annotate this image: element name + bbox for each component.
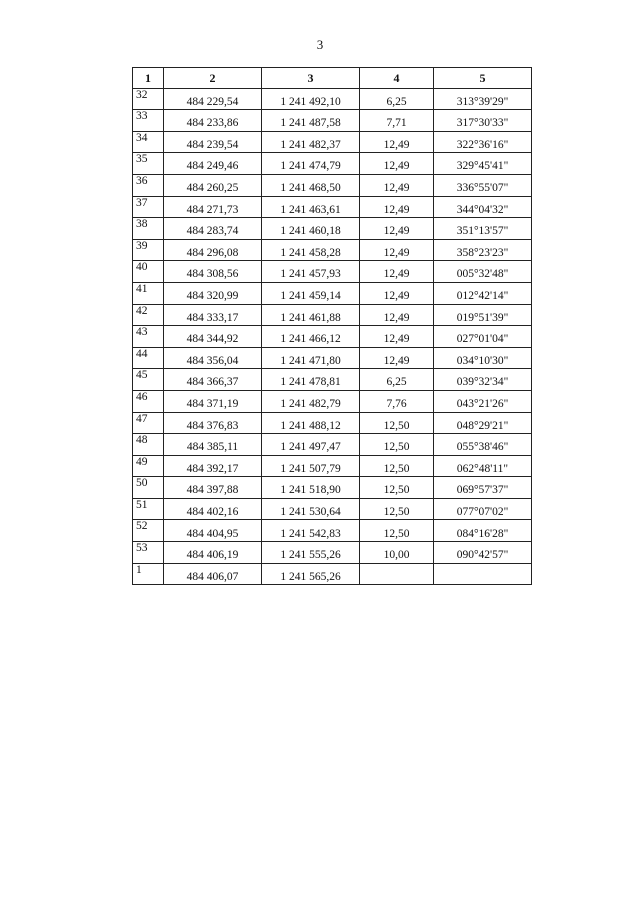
- column-header-y: 3: [262, 68, 360, 89]
- y-coordinate-cell: 1 241 482,79: [262, 390, 360, 412]
- y-coordinate-cell: 1 241 518,90: [262, 477, 360, 499]
- point-number-cell: 42: [133, 304, 164, 326]
- point-number-cell: 34: [133, 131, 164, 153]
- y-coordinate-cell: 1 241 474,79: [262, 153, 360, 175]
- x-coordinate-cell: 484 229,54: [164, 88, 262, 110]
- table-row: [133, 434, 532, 456]
- table-row: [133, 542, 532, 564]
- y-coordinate-cell: 1 241 478,81: [262, 369, 360, 391]
- y-coordinate-cell: 1 241 463,61: [262, 196, 360, 218]
- distance-cell: 12,50: [360, 498, 434, 520]
- distance-cell: 12,49: [360, 196, 434, 218]
- table-header-row: [133, 68, 532, 89]
- point-number-cell: 50: [133, 477, 164, 499]
- distance-cell: 12,49: [360, 304, 434, 326]
- distance-cell: [360, 563, 434, 585]
- x-coordinate-cell: 484 344,92: [164, 326, 262, 348]
- table-row: [133, 282, 532, 304]
- point-number-cell: 53: [133, 542, 164, 564]
- bearing-cell: 313°39'29": [434, 88, 532, 110]
- table-row: [133, 261, 532, 283]
- x-coordinate-cell: 484 376,83: [164, 412, 262, 434]
- point-number-cell: 47: [133, 412, 164, 434]
- point-number-cell: 44: [133, 347, 164, 369]
- bearing-cell: 351°13'57": [434, 218, 532, 240]
- y-coordinate-cell: 1 241 487,58: [262, 110, 360, 132]
- distance-cell: 6,25: [360, 88, 434, 110]
- point-number-cell: 52: [133, 520, 164, 542]
- x-coordinate-cell: 484 385,11: [164, 434, 262, 456]
- table-row: [133, 369, 532, 391]
- y-coordinate-cell: 1 241 468,50: [262, 174, 360, 196]
- y-coordinate-cell: 1 241 492,10: [262, 88, 360, 110]
- x-coordinate-cell: 484 406,07: [164, 563, 262, 585]
- x-coordinate-cell: 484 308,56: [164, 261, 262, 283]
- x-coordinate-cell: 484 371,19: [164, 390, 262, 412]
- distance-cell: 12,50: [360, 520, 434, 542]
- bearing-cell: 019°51'39": [434, 304, 532, 326]
- bearing-cell: 322°36'16": [434, 131, 532, 153]
- bearing-cell: 012°42'14": [434, 282, 532, 304]
- point-number-cell: 37: [133, 196, 164, 218]
- x-coordinate-cell: 484 397,88: [164, 477, 262, 499]
- bearing-cell: 336°55'07": [434, 174, 532, 196]
- bearing-cell: 358°23'23": [434, 239, 532, 261]
- y-coordinate-cell: 1 241 555,26: [262, 542, 360, 564]
- point-number-cell: 40: [133, 261, 164, 283]
- x-coordinate-cell: 484 296,08: [164, 239, 262, 261]
- y-coordinate-cell: 1 241 460,18: [262, 218, 360, 240]
- column-header-x: 2: [164, 68, 262, 89]
- y-coordinate-cell: 1 241 530,64: [262, 498, 360, 520]
- table-row: [133, 563, 532, 585]
- y-coordinate-cell: 1 241 542,83: [262, 520, 360, 542]
- distance-cell: 12,49: [360, 347, 434, 369]
- x-coordinate-cell: 484 404,95: [164, 520, 262, 542]
- bearing-cell: 317°30'33": [434, 110, 532, 132]
- table-row: [133, 88, 532, 110]
- x-coordinate-cell: 484 356,04: [164, 347, 262, 369]
- distance-cell: 12,49: [360, 153, 434, 175]
- x-coordinate-cell: 484 233,86: [164, 110, 262, 132]
- point-number-cell: 33: [133, 110, 164, 132]
- distance-cell: 12,49: [360, 326, 434, 348]
- table-row: [133, 196, 532, 218]
- point-number-cell: 35: [133, 153, 164, 175]
- x-coordinate-cell: 484 249,46: [164, 153, 262, 175]
- y-coordinate-cell: 1 241 457,93: [262, 261, 360, 283]
- table-row: [133, 326, 532, 348]
- y-coordinate-cell: 1 241 459,14: [262, 282, 360, 304]
- table-row: [133, 498, 532, 520]
- y-coordinate-cell: 1 241 565,26: [262, 563, 360, 585]
- point-number-cell: 38: [133, 218, 164, 240]
- point-number-cell: 41: [133, 282, 164, 304]
- bearing-cell: 084°16'28": [434, 520, 532, 542]
- y-coordinate-cell: 1 241 482,37: [262, 131, 360, 153]
- table-row: [133, 304, 532, 326]
- x-coordinate-cell: 484 406,19: [164, 542, 262, 564]
- distance-cell: 12,49: [360, 261, 434, 283]
- coordinates-table: [132, 67, 532, 585]
- y-coordinate-cell: 1 241 466,12: [262, 326, 360, 348]
- bearing-cell: 048°29'21": [434, 412, 532, 434]
- distance-cell: 12,50: [360, 434, 434, 456]
- bearing-cell: 055°38'46": [434, 434, 532, 456]
- point-number-cell: 1: [133, 563, 164, 585]
- x-coordinate-cell: 484 239,54: [164, 131, 262, 153]
- bearing-cell: 043°21'26": [434, 390, 532, 412]
- page-number: 3: [316, 37, 324, 52]
- distance-cell: 7,76: [360, 390, 434, 412]
- point-number-cell: 46: [133, 390, 164, 412]
- bearing-cell: 329°45'41": [434, 153, 532, 175]
- table-row: [133, 412, 532, 434]
- distance-cell: 7,71: [360, 110, 434, 132]
- bearing-cell: [434, 563, 532, 585]
- x-coordinate-cell: 484 320,99: [164, 282, 262, 304]
- column-header-distance: 4: [360, 68, 434, 89]
- bearing-cell: 069°57'37": [434, 477, 532, 499]
- x-coordinate-cell: 484 402,16: [164, 498, 262, 520]
- distance-cell: 6,25: [360, 369, 434, 391]
- point-number-cell: 45: [133, 369, 164, 391]
- table-row: [133, 174, 532, 196]
- distance-cell: 12,49: [360, 131, 434, 153]
- bearing-cell: 077°07'02": [434, 498, 532, 520]
- distance-cell: 12,49: [360, 174, 434, 196]
- x-coordinate-cell: 484 333,17: [164, 304, 262, 326]
- y-coordinate-cell: 1 241 471,80: [262, 347, 360, 369]
- y-coordinate-cell: 1 241 507,79: [262, 455, 360, 477]
- x-coordinate-cell: 484 283,74: [164, 218, 262, 240]
- distance-cell: 12,50: [360, 455, 434, 477]
- x-coordinate-cell: 484 366,37: [164, 369, 262, 391]
- point-number-cell: 39: [133, 239, 164, 261]
- table-row: [133, 520, 532, 542]
- bearing-cell: 039°32'34": [434, 369, 532, 391]
- point-number-cell: 43: [133, 326, 164, 348]
- bearing-cell: 344°04'32": [434, 196, 532, 218]
- bearing-cell: 034°10'30": [434, 347, 532, 369]
- y-coordinate-cell: 1 241 497,47: [262, 434, 360, 456]
- column-header-bearing: 5: [434, 68, 532, 89]
- table-row: [133, 153, 532, 175]
- bearing-cell: 062°48'11": [434, 455, 532, 477]
- distance-cell: 12,49: [360, 218, 434, 240]
- table-row: [133, 218, 532, 240]
- y-coordinate-cell: 1 241 488,12: [262, 412, 360, 434]
- table-row: [133, 347, 532, 369]
- table-row: [133, 455, 532, 477]
- x-coordinate-cell: 484 271,73: [164, 196, 262, 218]
- y-coordinate-cell: 1 241 458,28: [262, 239, 360, 261]
- point-number-cell: 32: [133, 88, 164, 110]
- table-row: [133, 390, 532, 412]
- table-row: [133, 477, 532, 499]
- distance-cell: 12,49: [360, 239, 434, 261]
- distance-cell: 12,50: [360, 412, 434, 434]
- distance-cell: 12,50: [360, 477, 434, 499]
- table-row: [133, 110, 532, 132]
- bearing-cell: 027°01'04": [434, 326, 532, 348]
- bearing-cell: 005°32'48": [434, 261, 532, 283]
- point-number-cell: 49: [133, 455, 164, 477]
- y-coordinate-cell: 1 241 461,88: [262, 304, 360, 326]
- bearing-cell: 090°42'57": [434, 542, 532, 564]
- distance-cell: 12,49: [360, 282, 434, 304]
- point-number-cell: 48: [133, 434, 164, 456]
- point-number-cell: 36: [133, 174, 164, 196]
- point-number-cell: 51: [133, 498, 164, 520]
- table-row: [133, 239, 532, 261]
- distance-cell: 10,00: [360, 542, 434, 564]
- table-body: [133, 88, 532, 585]
- x-coordinate-cell: 484 260,25: [164, 174, 262, 196]
- table-row: [133, 131, 532, 153]
- x-coordinate-cell: 484 392,17: [164, 455, 262, 477]
- column-header-point: 1: [133, 68, 164, 89]
